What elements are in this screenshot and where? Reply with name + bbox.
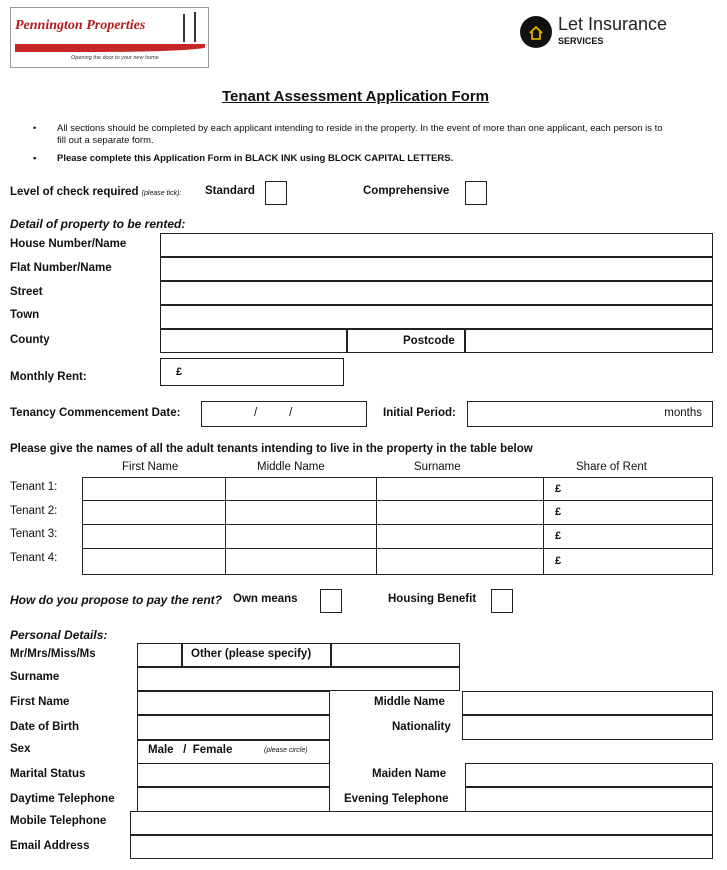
tenant-middle-name-field[interactable] [225,548,377,575]
tenant-first-name-field[interactable] [82,477,226,501]
sign-post-icon [194,12,196,42]
col-middle-name: Middle Name [257,461,325,473]
comprehensive-label: Comprehensive [363,185,450,197]
instruction-text: All sections should be completed by each applicant intending to reside in the property. In the event of more than one applicant, each person is to fill out a separate form. [57,123,663,146]
own-means-checkbox[interactable] [320,589,342,613]
evening-tel-label: Evening Telephone [344,793,449,805]
instruction-bullet [33,153,672,165]
comprehensive-checkbox[interactable] [465,181,487,205]
daytime-tel-field[interactable] [137,787,330,812]
pound-icon: £ [555,555,562,567]
tenant-first-name-field[interactable] [82,500,226,525]
evening-tel-field[interactable] [465,787,713,812]
pound-icon: £ [176,366,183,378]
date-separators: / / [254,407,293,419]
pennington-logo-name: Pennington Properties [15,18,146,33]
tenant-surname-field[interactable] [376,500,544,525]
other-label: Other (please specify) [191,648,312,660]
col-share-of-rent: Share of Rent [576,461,647,473]
personal-heading: Personal Details: [10,628,108,642]
other-field[interactable] [331,643,460,667]
months-label: months [664,407,702,419]
house-logo-icon [520,16,552,48]
tenant-share-field[interactable] [543,548,713,575]
own-means-label: Own means [233,593,298,605]
postcode-label: Postcode [403,335,455,347]
house-field[interactable] [160,233,713,257]
flat-label: Flat Number/Name [10,262,112,274]
initial-period-field[interactable] [467,401,713,427]
title-label: Mr/Mrs/Miss/Ms [10,648,96,660]
pound-icon: £ [555,506,562,518]
commencement-label: Tenancy Commencement Date: [10,407,181,419]
nationality-field[interactable] [462,715,713,740]
middle-name-field[interactable] [462,691,713,715]
street-field[interactable] [160,281,713,305]
tenant-middle-name-field[interactable] [225,500,377,525]
first-name-label: First Name [10,696,70,708]
county-label: County [10,334,50,346]
housing-benefit-checkbox[interactable] [491,589,513,613]
first-name-field[interactable] [137,691,330,715]
col-surname: Surname [414,461,461,473]
town-field[interactable] [160,305,713,329]
payment-question: How do you propose to pay the rent? [10,593,223,607]
bullet-icon: • [33,123,37,134]
postcode-label-cell [347,329,465,353]
email-label: Email Address [10,840,90,852]
dob-label: Date of Birth [10,721,79,733]
sex-field[interactable] [137,740,330,764]
mobile-tel-label: Mobile Telephone [10,815,107,827]
marital-status-field[interactable] [137,763,330,787]
title-field[interactable] [137,643,182,667]
monthly-rent-field[interactable] [160,358,344,386]
tenant-surname-field[interactable] [376,477,544,501]
sex-options: Male / Female [148,744,233,756]
sign-post-icon [183,14,185,42]
tenants-heading: Please give the names of all the adult tenants intending to live in the property in the table below [10,443,533,455]
tenant-surname-field[interactable] [376,524,544,549]
tenant-share-field[interactable] [543,500,713,525]
commencement-date-field[interactable] [201,401,367,427]
monthly-rent-label: Monthly Rent: [10,371,87,383]
bullet-icon: • [33,153,37,164]
county-field[interactable] [160,329,347,353]
nationality-label: Nationality [392,721,451,733]
pennington-logo [10,7,209,68]
maiden-name-label: Maiden Name [372,768,447,780]
housing-benefit-label: Housing Benefit [388,593,477,605]
sex-label: Sex [10,743,31,755]
tenant-label: Tenant 4: [10,552,58,564]
pound-icon: £ [555,530,562,542]
tenant-label: Tenant 2: [10,505,58,517]
tenant-share-field[interactable] [543,524,713,549]
tenant-middle-name-field[interactable] [225,477,377,501]
house-label: House Number/Name [10,238,127,250]
flat-field[interactable] [160,257,713,281]
check-level-label: Level of check required (please tick): [10,186,182,198]
tenant-share-field[interactable] [543,477,713,501]
tenant-first-name-field[interactable] [82,524,226,549]
let-insurance-services: SERVICES [558,36,604,46]
let-insurance-name: Let Insurance [558,14,668,34]
maiden-name-field[interactable] [465,763,713,787]
mobile-tel-field[interactable] [130,811,713,835]
postcode-field[interactable] [465,329,713,353]
surname-field[interactable] [137,667,460,691]
property-heading: Detail of property to be rented: [10,217,186,231]
surname-label: Surname [10,671,60,683]
other-label-cell [182,643,331,667]
sex-hint: (please circle) [264,747,308,754]
pennington-tagline: Opening the door to your new home [71,55,159,61]
page-title: Tenant Assessment Application Form [222,88,489,105]
town-label: Town [10,309,40,321]
instruction-bullet [33,123,672,147]
tenant-label: Tenant 1: [10,481,58,493]
street-label: Street [10,286,43,298]
dob-field[interactable] [137,715,330,740]
middle-name-label: Middle Name [374,696,445,708]
tenant-label: Tenant 3: [10,528,58,540]
col-first-name: First Name [122,461,179,473]
initial-period-label: Initial Period: [383,407,456,419]
standard-label: Standard [205,185,255,197]
daytime-tel-label: Daytime Telephone [10,793,115,805]
swoosh-graphic [15,44,205,52]
pound-icon: £ [555,483,562,495]
tenant-surname-field[interactable] [376,548,544,575]
tenant-first-name-field[interactable] [82,548,226,575]
standard-checkbox[interactable] [265,181,287,205]
instruction-text: Please complete this Application Form in BLACK INK using BLOCK CAPITAL LETTERS. [57,153,454,164]
tenant-middle-name-field[interactable] [225,524,377,549]
marital-status-label: Marital Status [10,768,86,780]
email-field[interactable] [130,835,713,859]
